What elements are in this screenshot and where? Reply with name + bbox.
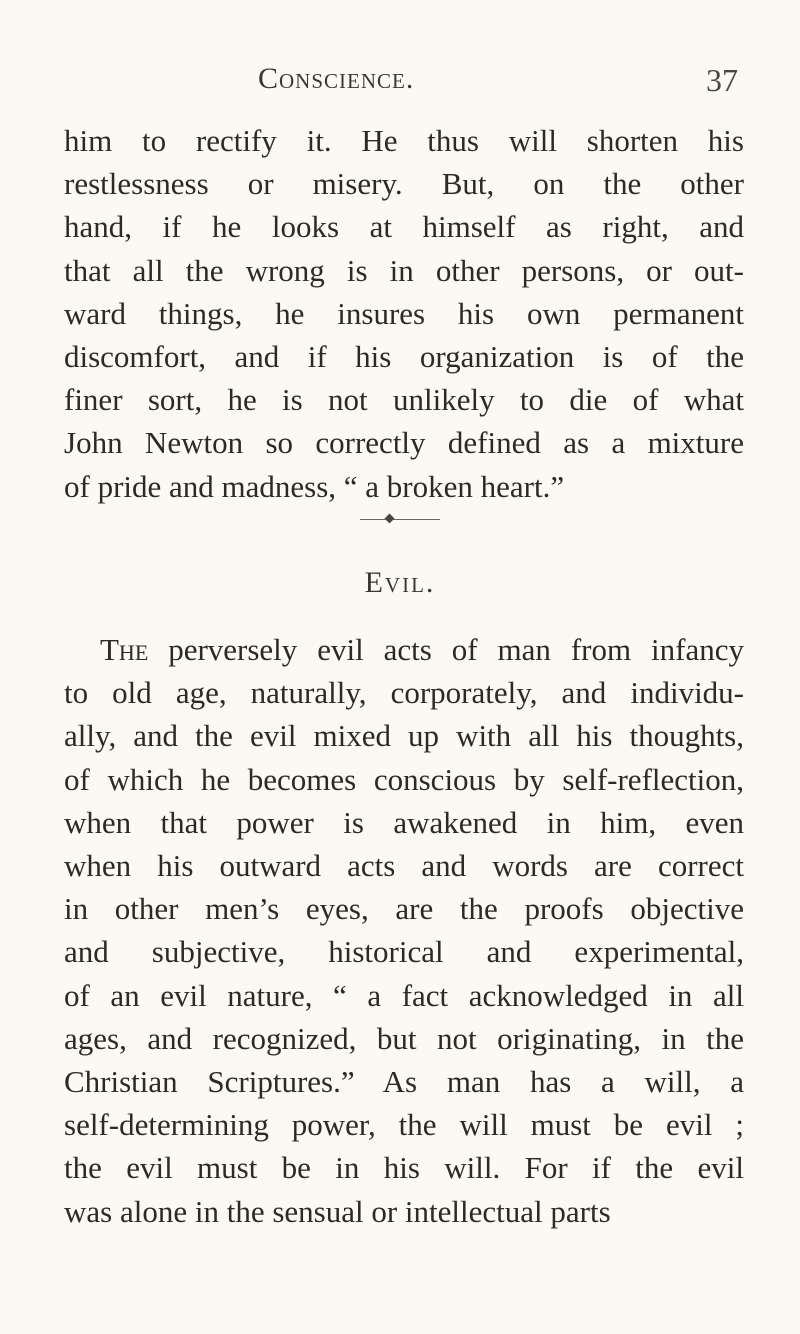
text-line: of which he becomes conscious by self-reflection, [64,761,744,797]
text-line: and subjective, historical and experimental, [64,934,744,970]
text-line-first [64,628,744,671]
text-line: Christian Scriptures.” As man has a will, a [64,1064,744,1100]
paragraph-evil [64,628,744,1233]
text-line: when that power is awakened in him, even [64,804,744,840]
lead-word: The [100,632,149,667]
divider-rule [360,519,440,520]
diamond-ornament-icon [385,514,395,524]
text-line: restlessness or misery. But, on the other [64,166,744,202]
text-line: that all the wrong is in other persons, or out- [64,252,744,288]
text-line: John Newton so correctly defined as a mixture [64,425,744,461]
text-line: was alone in the sensual or intellectual parts [64,1193,611,1229]
text-line: the evil must be in his will. For if the evil [64,1150,744,1186]
text-line: finer sort, he is not unlikely to die of what [64,382,744,418]
section-divider-ornament [360,514,440,526]
text-line: in other men’s eyes, are the proofs objective [64,891,744,927]
running-head [0,62,800,102]
text-line: ward things, he insures his own permanent [64,295,744,331]
text-line: self-determining power, the will must be evil ; [64,1107,744,1143]
text-line: hand, if he looks at himself as right, and [64,209,744,245]
section-heading: Evil. [364,566,436,599]
text-line: of an evil nature, “ a fact acknowledged in all [64,977,744,1013]
text-line: ages, and recognized, but not originating, in the [64,1020,744,1056]
text-line: of pride and madness, “ a broken heart.” [64,468,565,504]
text-line: to old age, naturally, corporately, and individu- [64,675,744,711]
paragraph-conscience-continued [64,119,744,508]
text-line: when his outward acts and words are correct [64,848,744,884]
page-number: 37 [706,62,738,98]
first-line-rest: perversely evil acts of man from infancy [148,632,744,667]
text-line: ally, and the evil mixed up with all his thoughts, [64,718,744,754]
text-line: discomfort, and if his organization is of the [64,339,744,375]
running-title: Conscience. [258,62,415,95]
text-line: him to rectify it. He thus will shorten his [64,123,744,158]
